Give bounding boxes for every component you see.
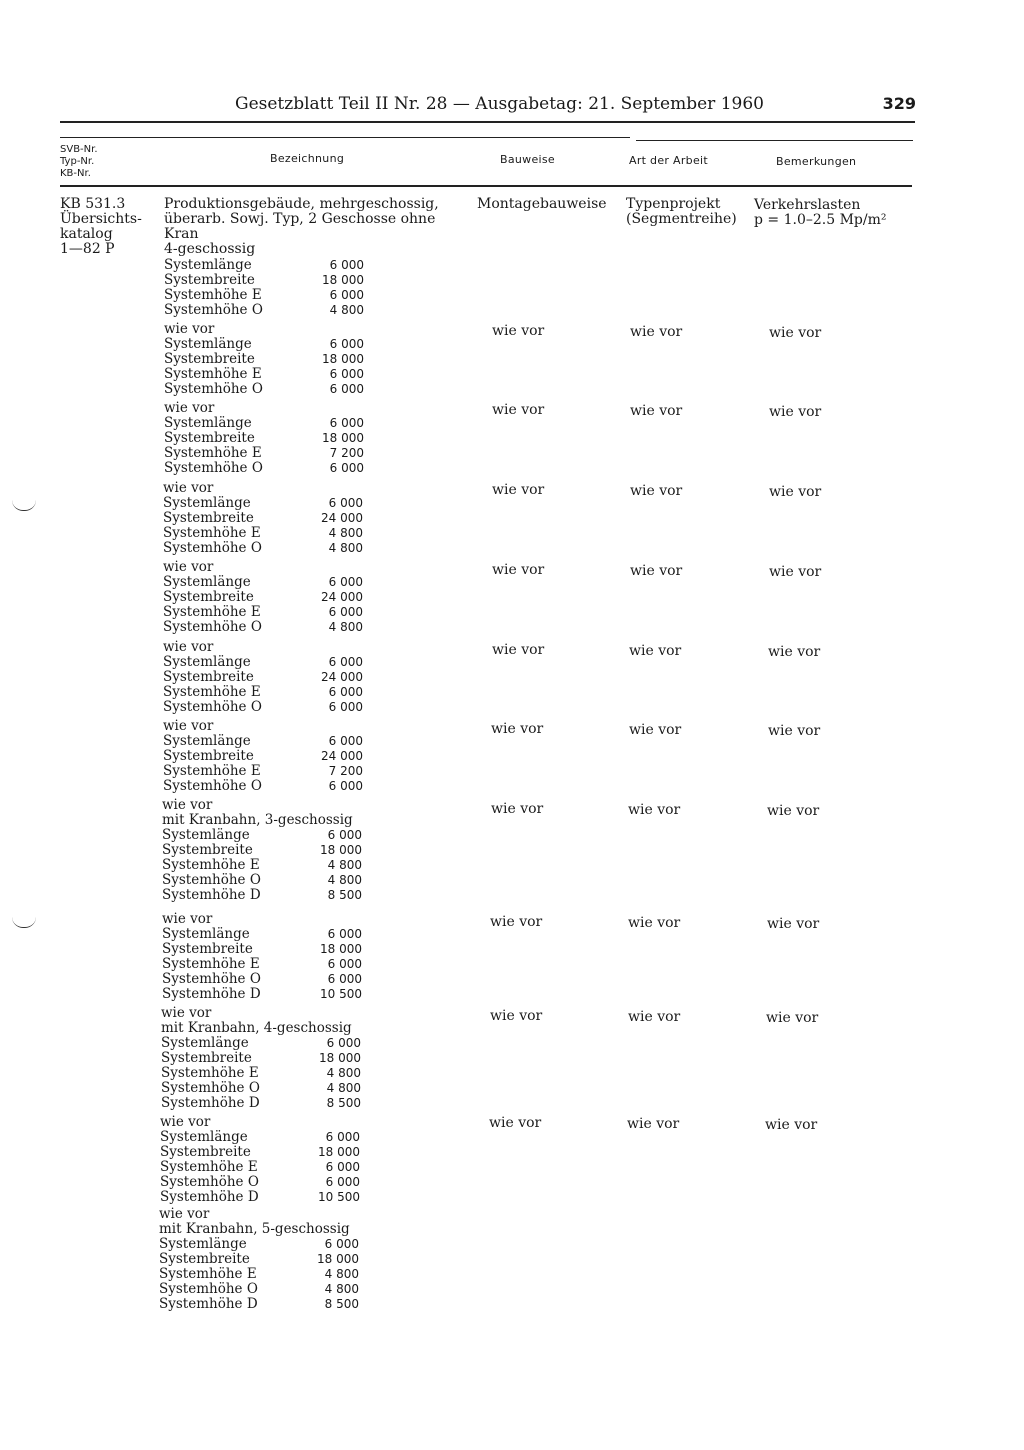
spec-line <box>164 303 364 318</box>
spec-label: Systemhöhe D <box>161 1095 260 1111</box>
spec-value: 10 500 <box>318 1190 360 1204</box>
spec-value: 6 000 <box>329 461 364 475</box>
spec-line <box>163 541 363 556</box>
spec-value: 18 000 <box>320 843 362 857</box>
kb-line: katalog <box>60 226 113 242</box>
description-line: Kran <box>164 226 199 242</box>
spec-line <box>163 670 363 685</box>
id-heading-kb: KB-Nr. <box>60 168 91 179</box>
spec-value: 6 000 <box>324 1237 359 1251</box>
spec-line <box>162 843 362 858</box>
spec-line <box>164 273 364 288</box>
spec-line <box>162 942 362 957</box>
spec-label: Systemlänge <box>159 1236 247 1252</box>
bemerkungen-wie-vor: wie vor <box>767 916 820 932</box>
spec-line <box>159 1252 359 1267</box>
spec-value: 6 000 <box>329 337 364 351</box>
spec-label: Systemhöhe D <box>162 887 261 903</box>
spec-label: Systembreite <box>160 1144 251 1160</box>
spec-value: 4 800 <box>328 541 363 555</box>
spec-label: Systemhöhe O <box>164 302 263 318</box>
bemerkungen-wie-vor: wie vor <box>769 404 822 420</box>
spec-line <box>162 987 362 1002</box>
kb-line: Übersichts- <box>60 211 142 227</box>
spec-value: 18 000 <box>318 1145 360 1159</box>
first-row-bemerkungen <box>754 198 886 228</box>
spec-label: Systembreite <box>163 748 254 764</box>
spec-label: Systemlänge <box>163 733 251 749</box>
spec-value: 18 000 <box>319 1051 361 1065</box>
spec-label: Systemhöhe D <box>159 1296 258 1312</box>
spec-line <box>161 1081 361 1096</box>
header-rule <box>60 121 915 123</box>
spec-value: 6 000 <box>327 957 362 971</box>
spec-label: Systemlänge <box>164 336 252 352</box>
bauweise-heading: Bauweise <box>500 153 555 166</box>
spec-label: Systemlänge <box>162 926 250 942</box>
spec-value: 6 000 <box>325 1160 360 1174</box>
spec-label: Systemhöhe E <box>162 857 260 873</box>
spec-label: Systemhöhe O <box>164 381 263 397</box>
spec-label: Systemhöhe E <box>164 287 262 303</box>
description-line: überarb. Sowj. Typ, 2 Geschosse ohne <box>164 211 436 227</box>
entry-intro-line: wie vor <box>162 911 213 927</box>
spec-line <box>164 446 364 461</box>
bemerkungen-wie-vor: wie vor <box>766 1010 819 1026</box>
spec-line <box>163 764 363 779</box>
spec-entry <box>163 560 363 635</box>
spec-entry <box>164 401 364 476</box>
spec-label: Systemhöhe D <box>162 986 261 1002</box>
margin-mark <box>12 917 36 928</box>
spec-value: 18 000 <box>317 1252 359 1266</box>
spec-entry <box>164 322 364 397</box>
bauweise-wie-vor: wie vor <box>490 914 543 930</box>
spec-entry <box>163 481 363 556</box>
kb-line: 1—82 P <box>60 241 115 257</box>
art-wie-vor: wie vor <box>629 643 682 659</box>
id-heading-svb: SVB-Nr. <box>60 144 98 155</box>
colhead-top-rule-right <box>636 140 913 141</box>
bemerkungen-wie-vor: wie vor <box>765 1117 818 1133</box>
bemerkungen-wie-vor: wie vor <box>769 484 822 500</box>
spec-label: Systemhöhe O <box>163 699 262 715</box>
id-column-heading <box>60 144 98 180</box>
spec-label: Systemhöhe E <box>160 1159 258 1175</box>
spec-line <box>159 1267 359 1282</box>
spec-value: 6 000 <box>328 575 363 589</box>
spec-label: Systemhöhe O <box>164 460 263 476</box>
spec-line <box>163 620 363 635</box>
colhead-bottom-rule <box>60 185 912 187</box>
spec-value: 4 800 <box>324 1267 359 1281</box>
spec-entry <box>160 1115 360 1205</box>
spec-line <box>162 972 362 987</box>
spec-value: 6 000 <box>328 734 363 748</box>
spec-value: 4 800 <box>326 1081 361 1095</box>
spec-value: 6 000 <box>329 416 364 430</box>
spec-line <box>164 337 364 352</box>
art-wie-vor: wie vor <box>628 915 681 931</box>
spec-line <box>159 1237 359 1252</box>
spec-label: Systemhöhe O <box>162 872 261 888</box>
spec-line <box>162 858 362 873</box>
spec-entry <box>163 640 363 715</box>
spec-line <box>161 1051 361 1066</box>
spec-line <box>162 873 362 888</box>
spec-line <box>164 288 364 303</box>
spec-value: 6 000 <box>328 685 363 699</box>
spec-label: Systemlänge <box>162 827 250 843</box>
spec-label: Systemlänge <box>161 1035 249 1051</box>
spec-line <box>163 655 363 670</box>
bauweise-wie-vor: wie vor <box>492 482 545 498</box>
spec-line <box>159 1297 359 1312</box>
art-wie-vor: wie vor <box>628 1009 681 1025</box>
spec-value: 6 000 <box>329 367 364 381</box>
spec-entry <box>162 912 362 1002</box>
bemerkungen-wie-vor: wie vor <box>768 723 821 739</box>
first-row-bauweise: Montagebauweise <box>477 196 607 212</box>
bemerkungen-wie-vor: wie vor <box>769 564 822 580</box>
spec-value: 7 200 <box>328 764 363 778</box>
bemerkung-line: p = 1.0–2.5 Mp/m² <box>754 212 887 228</box>
spec-label: Systemhöhe E <box>163 684 261 700</box>
spec-value: 6 000 <box>329 258 364 272</box>
art-line: Typenprojekt <box>626 196 721 212</box>
id-heading-typ: Typ-Nr. <box>60 156 95 167</box>
art-wie-vor: wie vor <box>630 563 683 579</box>
spec-line <box>162 927 362 942</box>
spec-line <box>164 431 364 446</box>
spec-label: Systemhöhe E <box>163 525 261 541</box>
spec-line <box>163 526 363 541</box>
spec-line <box>162 888 362 903</box>
spec-entry <box>162 798 362 903</box>
colhead-top-rule-left <box>60 137 630 138</box>
bauweise-wie-vor: wie vor <box>492 402 545 418</box>
spec-label: Systemhöhe O <box>160 1174 259 1190</box>
spec-value: 8 500 <box>327 888 362 902</box>
spec-entry <box>159 1207 359 1312</box>
spec-value: 18 000 <box>322 352 364 366</box>
spec-line <box>162 957 362 972</box>
bemerkungen-wie-vor: wie vor <box>767 803 820 819</box>
margin-mark <box>12 500 36 511</box>
spec-value: 8 500 <box>324 1297 359 1311</box>
spec-value: 6 000 <box>329 288 364 302</box>
spec-value: 24 000 <box>321 511 363 525</box>
spec-entry <box>163 719 363 794</box>
spec-line <box>161 1066 361 1081</box>
spec-line <box>160 1160 360 1175</box>
spec-value: 6 000 <box>329 382 364 396</box>
spec-line <box>162 828 362 843</box>
description-line: Produktionsgebäude, mehrgeschossig, <box>164 196 439 212</box>
spec-line <box>163 700 363 715</box>
art-wie-vor: wie vor <box>627 1116 680 1132</box>
bauweise-wie-vor: wie vor <box>489 1115 542 1131</box>
entry-intro-line: wie vor <box>164 321 215 337</box>
entry-intro-line: wie vor <box>159 1206 210 1222</box>
description-line: 4-geschossig <box>164 241 256 257</box>
spec-label: Systembreite <box>163 669 254 685</box>
spec-label: Systemlänge <box>160 1129 248 1145</box>
entry-intro-line: mit Kranbahn, 4-geschossig <box>161 1020 352 1036</box>
spec-value: 6 000 <box>328 700 363 714</box>
spec-label: Systembreite <box>163 510 254 526</box>
spec-value: 4 800 <box>328 620 363 634</box>
spec-line <box>164 382 364 397</box>
spec-line <box>163 575 363 590</box>
kb-line: KB 531.3 <box>60 196 126 212</box>
header-title: Gesetzblatt Teil II Nr. 28 — Ausgabetag: 21. September 1960 <box>235 94 764 114</box>
art-wie-vor: wie vor <box>630 483 683 499</box>
bemerkung-line: Verkehrslasten <box>754 197 861 213</box>
entry-intro-line: wie vor <box>162 797 213 813</box>
spec-line <box>164 352 364 367</box>
spec-label: Systemhöhe E <box>162 956 260 972</box>
bemerkungen-wie-vor: wie vor <box>769 325 822 341</box>
spec-label: Systembreite <box>163 589 254 605</box>
spec-label: Systemhöhe E <box>164 445 262 461</box>
spec-value: 24 000 <box>321 749 363 763</box>
spec-label: Systemhöhe D <box>160 1189 259 1205</box>
spec-line <box>163 734 363 749</box>
bauweise-wie-vor: wie vor <box>491 721 544 737</box>
art-wie-vor: wie vor <box>630 403 683 419</box>
spec-value: 4 800 <box>329 303 364 317</box>
spec-line <box>163 605 363 620</box>
spec-label: Systemlänge <box>163 495 251 511</box>
spec-value: 8 500 <box>326 1096 361 1110</box>
spec-line <box>159 1282 359 1297</box>
spec-label: Systemhöhe E <box>161 1065 259 1081</box>
bemerkungen-wie-vor: wie vor <box>768 644 821 660</box>
entry-intro-line: mit Kranbahn, 3-geschossig <box>162 812 353 828</box>
first-row-description <box>164 197 464 257</box>
spec-value: 6 000 <box>326 1036 361 1050</box>
spec-line <box>163 685 363 700</box>
spec-value: 6 000 <box>325 1130 360 1144</box>
entry-intro-line: wie vor <box>163 559 214 575</box>
spec-line <box>164 258 364 273</box>
entry-intro-line: wie vor <box>161 1005 212 1021</box>
spec-label: Systembreite <box>161 1050 252 1066</box>
spec-label: Systembreite <box>162 842 253 858</box>
spec-line <box>163 749 363 764</box>
spec-label: Systembreite <box>164 351 255 367</box>
art-wie-vor: wie vor <box>628 802 681 818</box>
spec-label: Systemhöhe O <box>161 1080 260 1096</box>
spec-line <box>161 1036 361 1051</box>
spec-line <box>163 779 363 794</box>
entry-intro-line: wie vor <box>163 480 214 496</box>
entry-intro-line: wie vor <box>163 639 214 655</box>
spec-label: Systembreite <box>162 941 253 957</box>
spec-label: Systemlänge <box>163 654 251 670</box>
spec-value: 4 800 <box>324 1282 359 1296</box>
first-row-art <box>626 197 737 227</box>
spec-value: 18 000 <box>322 273 364 287</box>
spec-value: 4 800 <box>327 858 362 872</box>
spec-line <box>160 1175 360 1190</box>
spec-line <box>160 1130 360 1145</box>
spec-label: Systembreite <box>164 272 255 288</box>
spec-value: 6 000 <box>327 927 362 941</box>
spec-label: Systemhöhe E <box>159 1266 257 1282</box>
spec-value: 6 000 <box>325 1175 360 1189</box>
spec-line <box>163 590 363 605</box>
spec-label: Systemhöhe E <box>163 604 261 620</box>
spec-value: 4 800 <box>327 873 362 887</box>
bauweise-wie-vor: wie vor <box>492 562 545 578</box>
spec-value: 6 000 <box>328 655 363 669</box>
page-header <box>60 92 916 116</box>
art-line: (Segmentreihe) <box>626 211 737 227</box>
bauweise-wie-vor: wie vor <box>490 1008 543 1024</box>
spec-line <box>161 1096 361 1111</box>
entry-intro-line: wie vor <box>164 400 215 416</box>
spec-value: 6 000 <box>328 605 363 619</box>
spec-value: 6 000 <box>328 779 363 793</box>
spec-line <box>164 461 364 476</box>
spec-line <box>164 367 364 382</box>
entry-intro-line: mit Kranbahn, 5-geschossig <box>159 1221 350 1237</box>
spec-value: 6 000 <box>328 496 363 510</box>
spec-label: Systemhöhe O <box>159 1281 258 1297</box>
spec-label: Systemlänge <box>164 257 252 273</box>
art-wie-vor: wie vor <box>629 722 682 738</box>
spec-entry <box>164 258 364 318</box>
bauweise-wie-vor: wie vor <box>492 642 545 658</box>
spec-label: Systemhöhe O <box>163 540 262 556</box>
spec-value: 6 000 <box>327 828 362 842</box>
spec-value: 18 000 <box>322 431 364 445</box>
bemerkungen-heading: Bemerkungen <box>776 155 857 168</box>
spec-label: Systembreite <box>159 1251 250 1267</box>
spec-label: Systemhöhe E <box>164 366 262 382</box>
spec-label: Systemhöhe O <box>163 619 262 635</box>
spec-label: Systemhöhe O <box>163 778 262 794</box>
spec-line <box>160 1190 360 1205</box>
spec-line <box>160 1145 360 1160</box>
spec-value: 6 000 <box>327 972 362 986</box>
spec-value: 18 000 <box>320 942 362 956</box>
spec-label: Systemlänge <box>163 574 251 590</box>
bauweise-wie-vor: wie vor <box>492 323 545 339</box>
spec-label: Systemlänge <box>164 415 252 431</box>
spec-value: 10 500 <box>320 987 362 1001</box>
spec-value: 24 000 <box>321 670 363 684</box>
spec-line <box>163 511 363 526</box>
art-wie-vor: wie vor <box>630 324 683 340</box>
spec-value: 4 800 <box>328 526 363 540</box>
spec-label: Systembreite <box>164 430 255 446</box>
spec-line <box>164 416 364 431</box>
bauweise-wie-vor: wie vor <box>491 801 544 817</box>
spec-entry <box>161 1006 361 1111</box>
spec-label: Systemhöhe E <box>163 763 261 779</box>
bezeichnung-heading: Bezeichnung <box>270 152 345 165</box>
spec-value: 4 800 <box>326 1066 361 1080</box>
spec-value: 24 000 <box>321 590 363 604</box>
spec-label: Systemhöhe O <box>162 971 261 987</box>
art-heading: Art der Arbeit <box>629 154 708 167</box>
kb-identifier <box>60 197 142 257</box>
page-number: 329 <box>882 94 916 113</box>
entry-intro-line: wie vor <box>160 1114 211 1130</box>
spec-value: 7 200 <box>329 446 364 460</box>
spec-line <box>163 496 363 511</box>
entry-intro-line: wie vor <box>163 718 214 734</box>
